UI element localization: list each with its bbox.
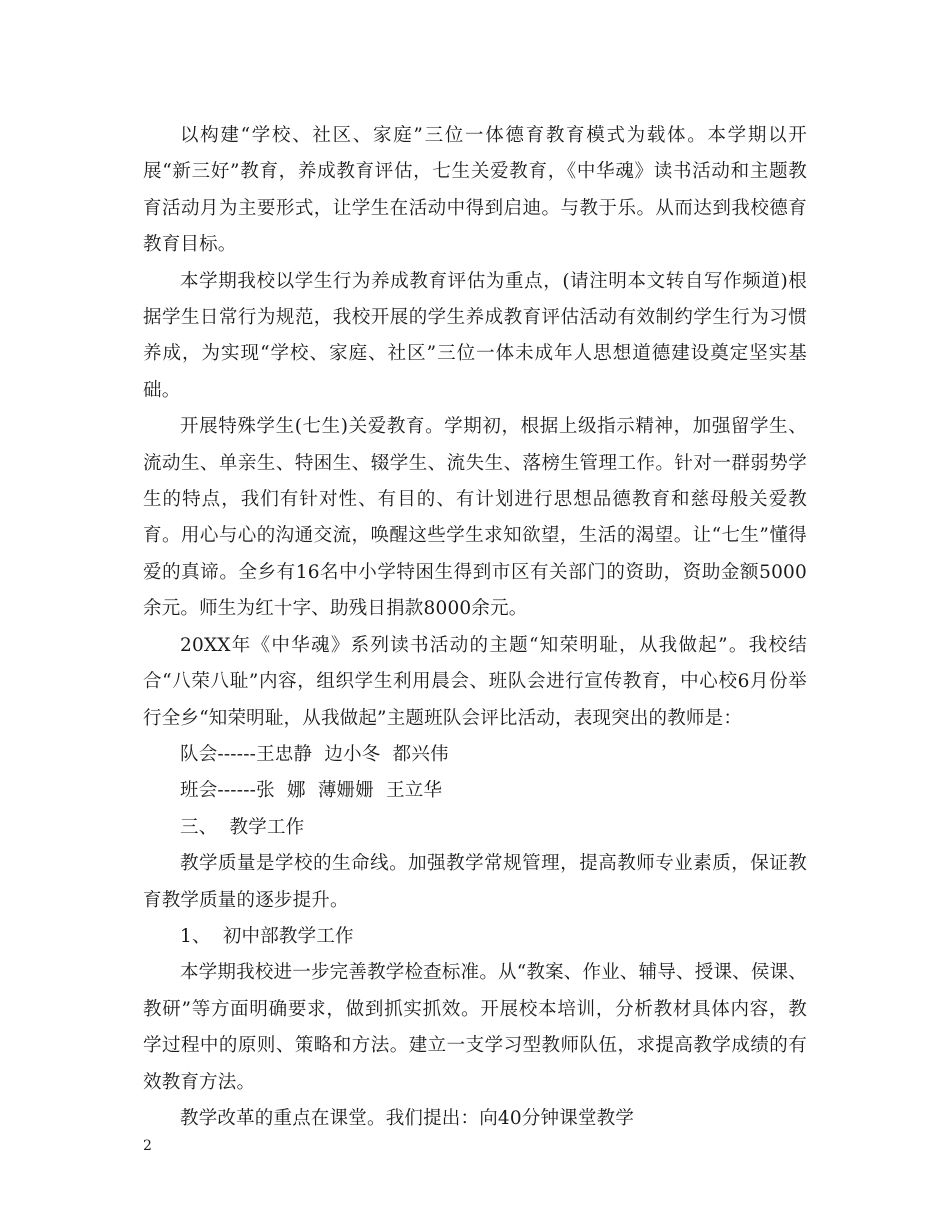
paragraph-team-meeting-teachers: 队会------王忠静 边小冬 都兴伟: [180, 743, 449, 765]
subsection-heading-junior-high: 1、 初中部教学工作: [180, 925, 354, 947]
paragraph-class-meeting-teachers: 班会------张 娜 薄姗姗 王立华: [180, 780, 443, 802]
paragraph-moral-education-model: 以构建“学校、社区、家庭”三位一体德育教育模式为载体。本学期以开展“新三好”教育，养成教育评估，七生关爱教育，《中华魂》读书活动和主题教育活动月为主要形式，让学生在活动中得到启迪。与教于乐。从而达到我校德育教育目标。: [143, 125, 807, 256]
paragraph-teaching-quality: 教学质量是学校的生命线。加强教学常规管理，提高教师专业素质，保证教育教学质量的逐步提升。: [143, 853, 807, 911]
paragraph-reading-activity: 20XX年《中华魂》系列读书活动的主题“知荣明耻，从我做起”。我校结合“八荣八耻”内容，组织学生利用晨会、班队会进行宣传教育，中心校6月份举行全乡“知荣明耻，从我做起”主题班队会评比活动，表现突出的教师是：: [143, 634, 807, 729]
body-text: [143, 118, 807, 1137]
paragraph-classroom-reform: 教学改革的重点在课堂。我们提出：向40分钟课堂教学: [180, 1107, 635, 1129]
paragraph-special-student-care: 开展特殊学生(七生)关爱教育。学期初，根据上级指示精神，加强留学生、流动生、单亲生、特困生、辍学生、流失生、落榜生管理工作。针对一群弱势学生的特点，我们有针对性、有目的、有计划进行思想品德教育和慈母般关爱教育。用心与心的沟通交流，唤醒这些学生求知欲望，生活的渴望。让“七生”懂得爱的真谛。全乡有16名中小学特困生得到市区有关部门的资助，资助金额5000余元。师生为红十字、助残日捐款8000余元。: [143, 416, 807, 620]
paragraph-inspection-standards: 本学期我校进一步完善教学检查标准。从“教案、作业、辅导、授课、侯课、教研”等方面明确要求，做到抓实抓效。开展校本培训，分析教材具体内容，教学过程中的原则、策略和方法。建立一支学习型教师队伍，求提高教学成绩的有效教育方法。: [143, 962, 807, 1093]
page-number: 2: [143, 1138, 152, 1154]
paragraph-behavior-evaluation: 本学期我校以学生行为养成教育评估为重点，(请注明本文转自写作频道)根据学生日常行为规范，我校开展的学生养成教育评估活动有效制约学生行为习惯养成，为实现“学校、家庭、社区”三位一体未成年人思想道德建设奠定坚实基础。: [143, 270, 807, 401]
section-heading-teaching-work: 三、 教学工作: [180, 816, 305, 838]
